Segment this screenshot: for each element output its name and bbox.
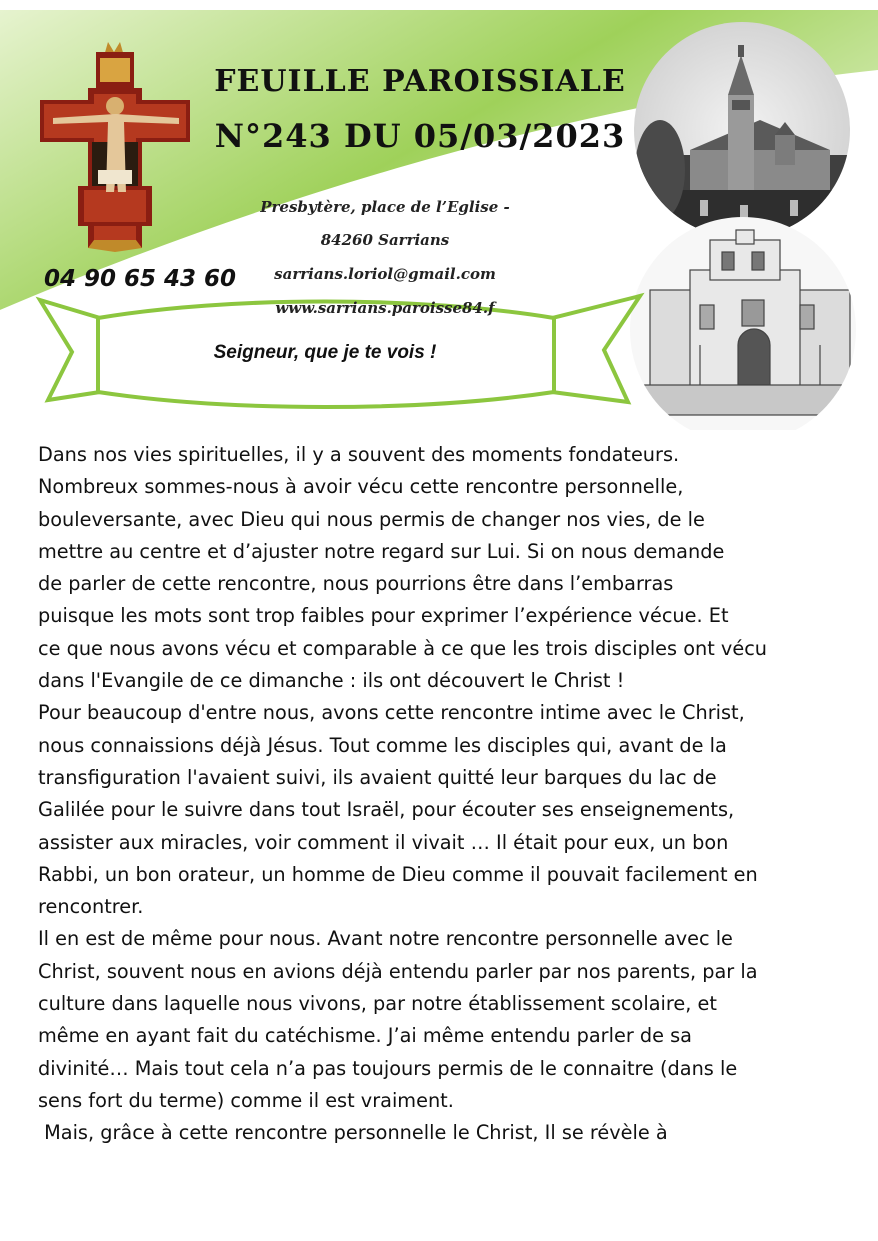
article-line: rencontrer. [38,895,144,919]
website-link[interactable]: www.sarrians.paroisse84.f [275,299,495,317]
article-line: ce que nous avons vécu et comparable à ce que les trois disciples ont vécu [38,636,768,660]
issue-number-date: N°243 DU 05/03/2023 [214,117,626,155]
newsletter-title: FEUILLE PAROISSIALE [214,64,626,99]
article-line: Rabbi, un bon orateur, un homme de Dieu comme il pouvait facilement en [38,862,758,886]
article-line: Galilée pour le suivre dans tout Israël, pour écouter ses enseignements, [38,798,735,822]
article-line: sens fort du terme) comme il est vraiment. [38,1088,454,1112]
church-sketch [630,217,870,430]
email-link[interactable]: sarrians.loriol@gmail.com [274,265,496,283]
address-city: 84260 Sarrians [320,231,450,249]
article-line: Nombreux sommes-nous à avoir vécu cette rencontre personnelle, [38,475,684,499]
phone-number: 04 90 65 43 60 [44,266,237,292]
article-line: puisque les mots sont trop faibles pour exprimer l’expérience vécue. Et [38,604,729,628]
article-line: Dans nos vies spirituelles, il y a souvent des moments fondateurs. [38,443,680,466]
article-line: même en ayant fait du catéchisme. J’ai même entendu parler de sa [38,1024,692,1048]
article-line: dans l'Evangile de ce dimanche : ils ont découvert le Christ ! [38,669,625,693]
banner-heading: Seigneur, que je te vois ! [213,342,437,363]
article-line: divinité… Mais tout cela n’a pas toujours permis de le connaitre (dans le [38,1056,738,1080]
article-line: nous connaissions déjà Jésus. Tout comme les disciples qui, avant de la [38,733,727,757]
article-line: de parler de cette rencontre, nous pourrions être dans l’embarras [38,572,674,596]
article-line: Pour beaucoup d'entre nous, avons cette rencontre intime avec le Christ, [38,701,745,725]
article-line: Christ, souvent nous en avions déjà entendu parler par nos parents, par la [38,959,758,983]
article-line: bouleversante, avec Dieu qui nous permis de changer nos vies, de le [38,507,705,531]
article-line: Il en est de même pour nous. Avant notre rencontre personnelle avec le [38,927,733,951]
article-body [38,439,838,1150]
article-line: mettre au centre et d’ajuster notre regard sur Lui. Si on nous demande [38,539,725,563]
article-line: Mais, grâce à cette rencontre personnelle le Christ, Il se révèle à [38,1121,668,1145]
article-line: transfiguration l'avaient suivi, ils avaient quitté leur barques du lac de [38,765,717,789]
article-line: culture dans laquelle nous vivons, par notre établissement scolaire, et [38,992,717,1016]
article-line: assister aux miracles, voir comment il vivait … Il était pour eux, un bon [38,830,729,854]
address-street: Presbytère, place de l’Eglise - [260,198,510,216]
